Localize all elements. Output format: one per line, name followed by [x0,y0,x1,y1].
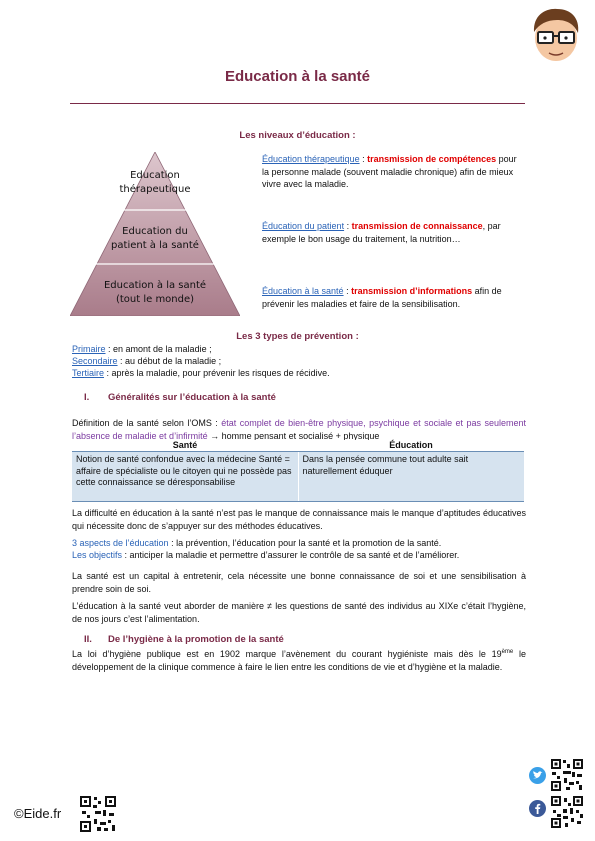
level-term[interactable]: Éducation thérapeutique [262,154,360,164]
table-row [72,452,524,502]
level-patient: Éducation du patient : transmission de connaissance, par exemple le bon usage du traitement, la nutrition… [262,221,501,244]
prevention-item: Tertiaire : après la maladie, pour prévenir les risques de récidive. [72,368,330,378]
paragraph-capital: La santé est un capital à entretenir, cela nécessite une bonne connaissance de soi et une sensibilisation à prendre soin de soi. [72,571,526,594]
prevention-term[interactable]: Secondaire [72,356,118,366]
table-header: Éducation [298,440,524,452]
prevention-heading: Les 3 types de prévention : [236,331,359,342]
section-heading-2: II. De l’hygiène à la promotion de la santé [84,634,284,645]
facebook-icon[interactable] [529,800,546,817]
oms-definition: Définition de la santé selon l’OMS : état complet de bien-être physique, psychique et sociale et pas seulement l’absence de maladie et d’infirmité → homme pensant et socialisé + physique [72,418,526,441]
levels-heading: Les niveaux d’éducation : [239,130,356,141]
pyramid-bottom-label: Education à la santé (tout le monde) [103,280,207,305]
prevention-term[interactable]: Tertiaire [72,368,105,378]
prevention-item: Secondaire : au début de la maladie ; [72,356,222,366]
copyright-text: ©Eide.fr [14,806,62,821]
education-pyramid [70,152,240,316]
pyramid-middle-label: Education du patient à la santé [111,226,199,251]
paragraph-aborder: L’éducation à la santé veut aborder de manière ≠ les questions de santé des individus au XIXe c’était l’hygiène, de nos jours c’est l’alimentation. [72,601,526,624]
level-sante: Éducation à la santé : transmission d’informations afin de prévenir les maladies et faire de la sensibilisation. [262,286,502,309]
level-term[interactable]: Éducation à la santé [262,286,344,296]
comparison-table [72,440,524,502]
facebook-qr-code-icon[interactable] [550,795,584,829]
page-title: Education à la santé [224,68,371,85]
paragraph-difficulte: La difficulté en éducation à la santé n’est pas le manque de connaissance mais le manque d’aptitudes éducatives qui nécessite donc de s’appuyer sur des méthodes éducatives. [72,508,526,531]
title-divider [70,103,525,104]
section-heading-1: I. Généralités sur l’éducation à la santé [84,392,276,403]
objectifs-line: Les objectifs : anticiper la maladie et permettre d’assurer le contrôle de sa santé et de l’améliorer. [72,550,460,560]
qr-code-icon[interactable] [79,795,117,833]
table-header: Santé [72,440,298,452]
aspects-line: 3 aspects de l’éducation : la prévention, l’éducation pour la santé et la promotion de la santé. [72,538,442,548]
twitter-qr-code-icon[interactable] [550,758,584,792]
table-cell: Notion de santé confondue avec la médecine Santé = affaire de spécialiste ou le citoyen qui ne possède pas cette connaissance se déresponsabilise [72,452,298,502]
level-term[interactable]: Éducation du patient [262,221,345,231]
pyramid-top-label: Education thérapeutique [119,170,191,195]
prevention-item: Primaire : en amont de la maladie ; [72,344,212,354]
table-cell: Dans la pensée commune tout adulte sait naturellement éduquer [298,452,524,502]
level-therapeutique: Éducation thérapeutique : transmission de compétences pour la personne malade (souvent maladie chronique) afin de mieux vivre avec la maladie. [262,154,517,189]
prevention-term[interactable]: Primaire [72,344,106,354]
paragraph-loi: La loi d’hygiène publique est en 1902 marque l’avènement du courant hygiéniste mais dès le 19ème le développement de la clinique commence à faire le lien entre les conditions de vie et d’hygiène et la maladie. [72,649,526,672]
avatar [527,6,585,64]
twitter-icon[interactable] [529,767,546,784]
